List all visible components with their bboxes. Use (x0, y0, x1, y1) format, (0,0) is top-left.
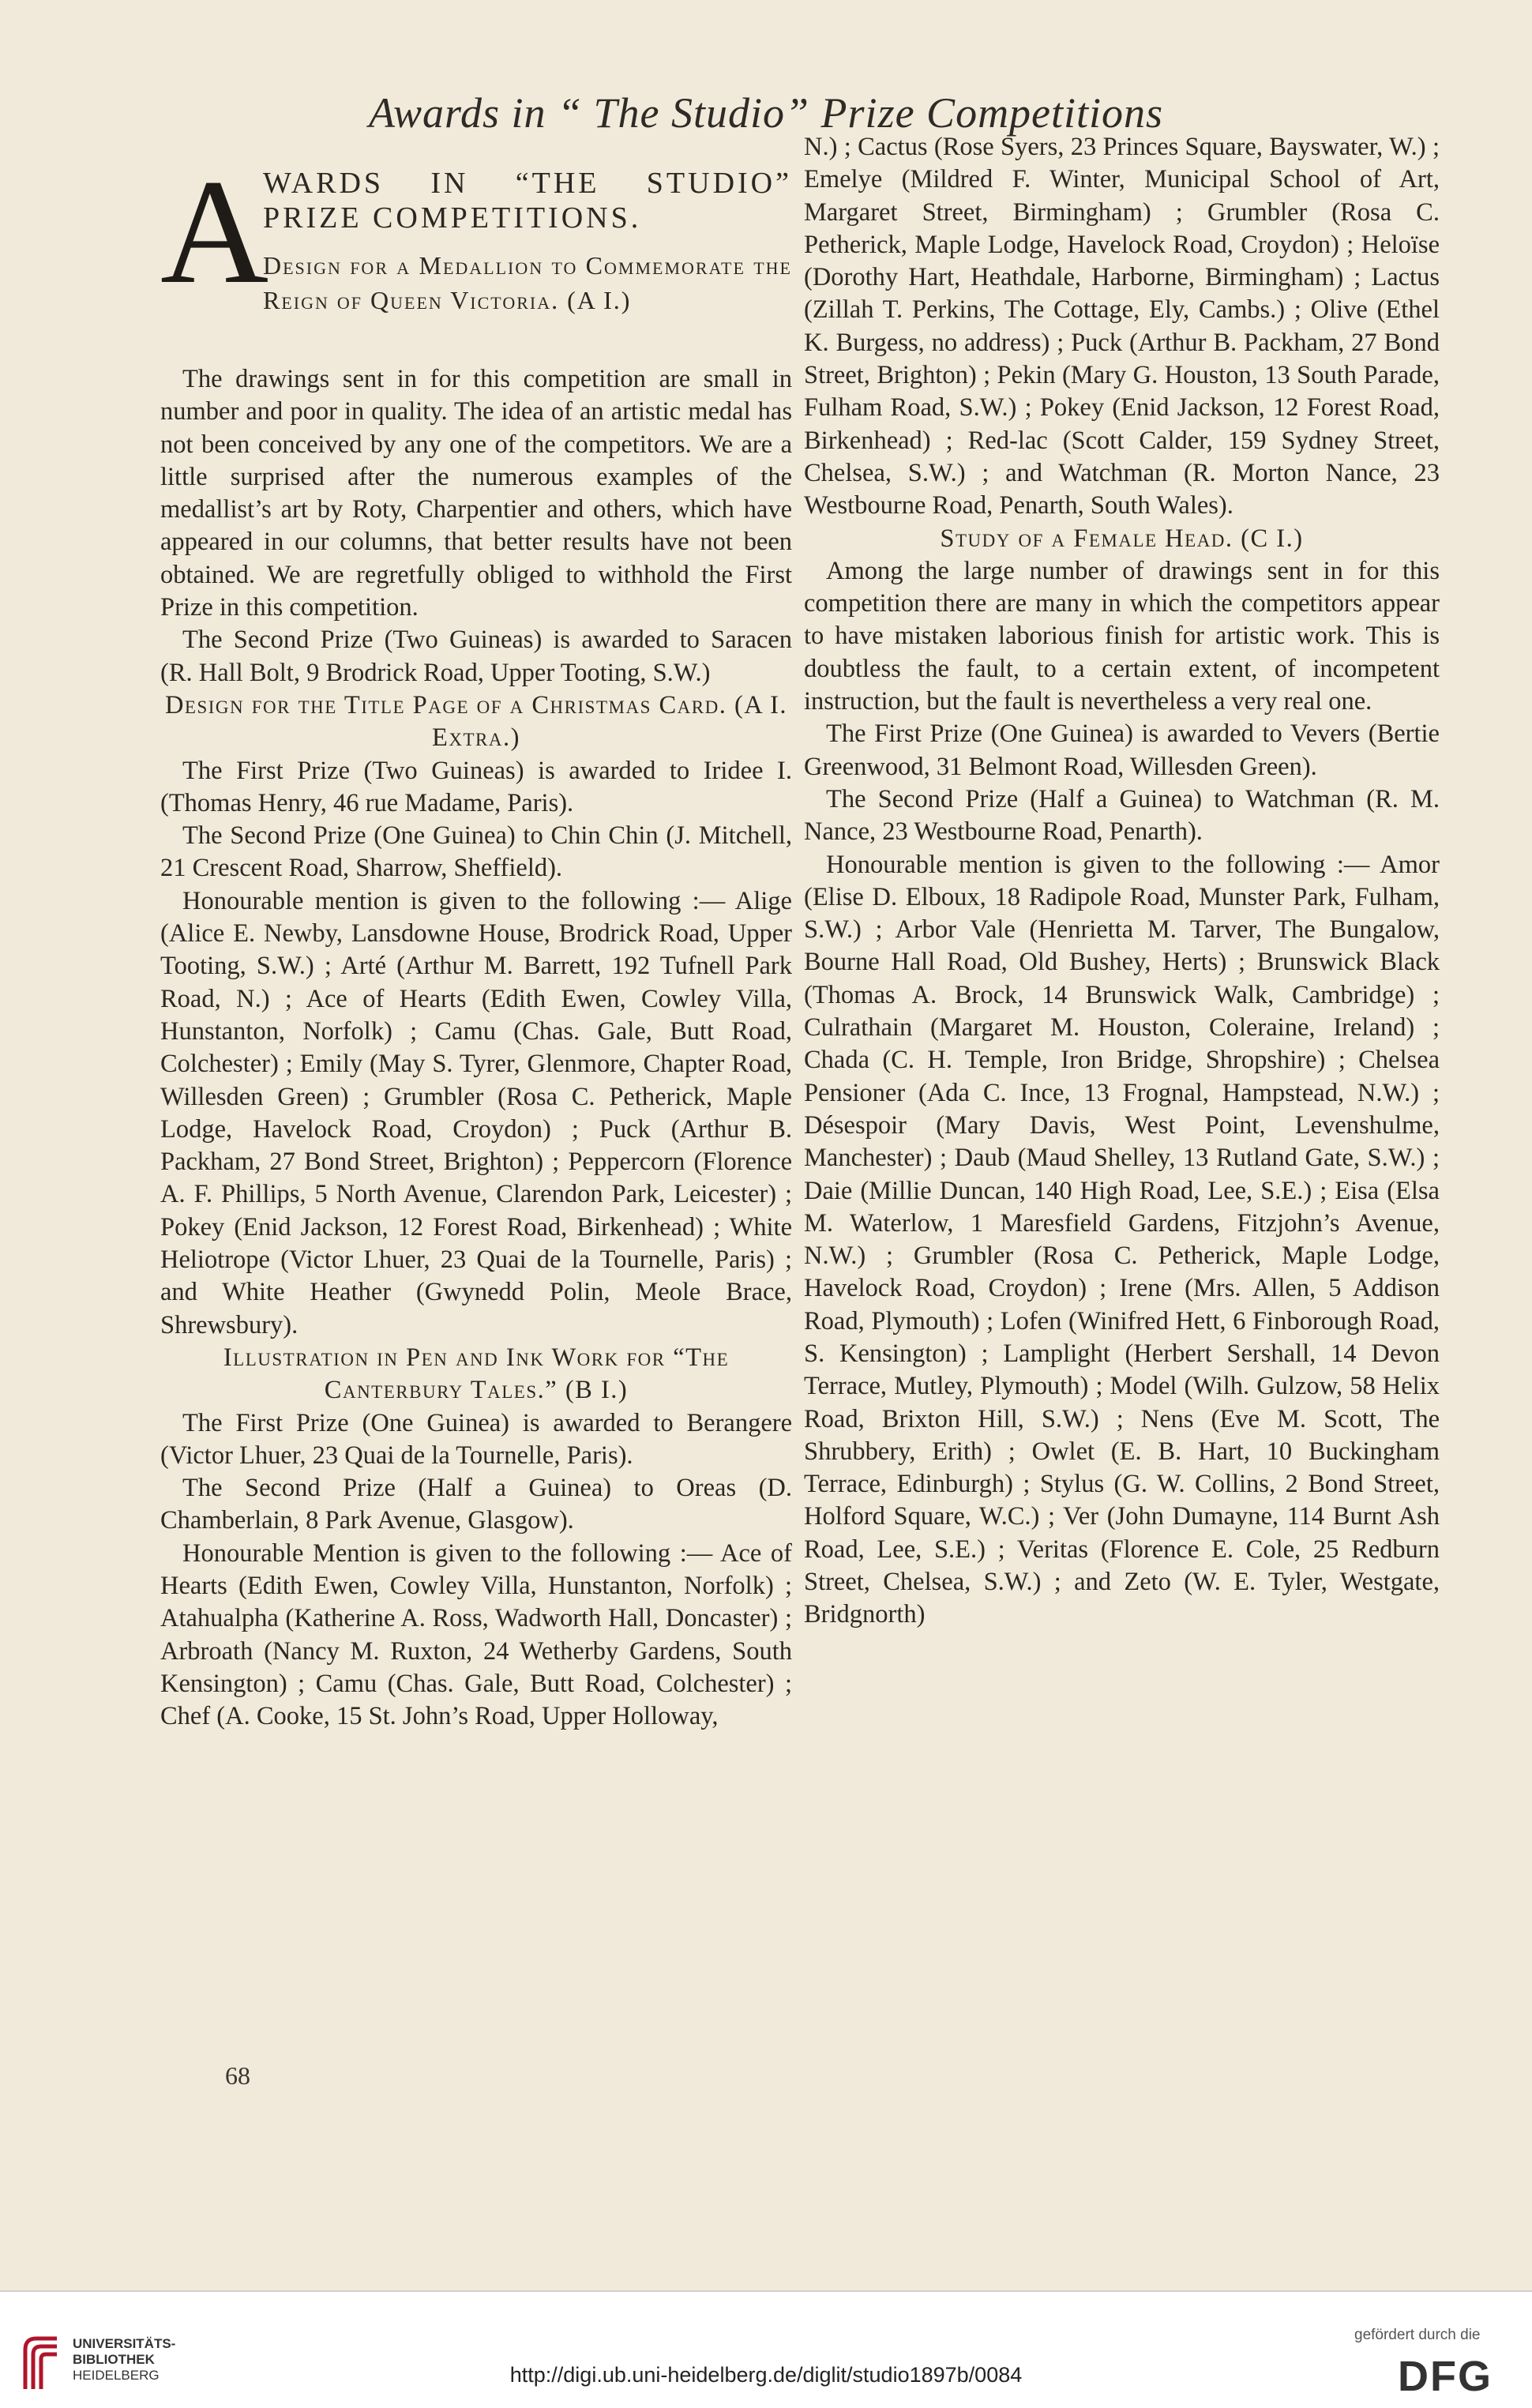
paragraph: The First Prize (One Guinea) is awarded to Berangere (Victor Lhuer, 23 Quai de la Tournelle, Paris). (160, 1408, 792, 1470)
right-column (804, 131, 1440, 1632)
section-heading-female-head: Study of a Female Head. (C I.) (940, 524, 1304, 553)
paragraph: The Second Prize (One Guinea) to Chin Chin (J. Mitchell, 21 Crescent Road, Sharrow, Sheffield). (160, 821, 792, 883)
paragraph: Honourable Mention is given to the following :— Ace of Hearts (Edith Ewen, Cowley Villa, Hunstanton, Norfolk) ; Atahualpha (Katherine A. Ross, Wadworth Hall, Doncaster) ; Arbroath (Nancy M. Ruxton, 24 Wetherby Gardens, South Kensington) ; Camu (Chas. Gale, Butt Road, Colchester) ; Chef (A. Cooke, 15 St. John’s Road, Upper Holloway, (160, 1538, 792, 1731)
footer-divider (0, 2290, 1532, 2292)
drop-cap: A (160, 149, 269, 315)
paragraph: The First Prize (Two Guineas) is awarded to Iridee I. (Thomas Henry, 46 rue Madame, Paris). (160, 756, 792, 817)
library-name: UNIVERSITÄTS- BIBLIOTHEK HEIDELBERG (73, 2336, 176, 2383)
section-heading-canterbury: Illustration in Pen and Ink Work for “The Canterbury Tales.” (B I.) (223, 1343, 730, 1405)
university-library-logo-icon (19, 2334, 63, 2391)
paragraph: Honourable mention is given to the following :— Amor (Elise D. Elboux, 18 Radipole Road, Munster Park, Fulham, S.W.) ; Arbor Vale (Henrietta M. Tarver, The Bungalow, Bourne Hall Road, Old Bushey, Herts) ; Brunswick Black (Thomas A. Brock, 14 Brunswick Walk, Cambridge) ; Culrathain (Margaret M. Houston, Coleraine, Ireland) ; Chada (C. H. Temple, Iron Bridge, Shropshire) ; Chelsea Pensioner (Ada C. Ince, 13 Frognal, Hampstead, N.W.) ; Désespoir (Mary Davis, West Point, Levenshulme, Manchester) ; Daub (Maud Shelley, 13 Rutland Gate, S.W.) ; Daie (Millie Duncan, 140 High Road, Lee, S.E.) ; Eisa (Elsa M. Waterlow, 1 Maresfield Gardens, Fitzjohn’s Avenue, N.W.) ; Grumbler (Rosa C. Petherick, Maple Lodge, Havelock Road, Croydon) ; Irene (Mrs. Allen, 5 Addison Road, Plymouth) ; Lofen (Winifred Hett, 6 Finborough Road, S. Kensington) ; Lamplight (Herbert Sershall, 14 Devon Terrace, Mutley, Plymouth) ; Model (Wilh. Gulzow, 58 Helix Road, Brixton Hill, S.W.) ; Nens (Eve M. Scott, The Shrubbery, Erith) ; Owlet (E. B. Hart, 10 Buckingham Terrace, Edinburgh) ; Stylus (G. W. Collins, 2 Bond Street, Holford Square, W.C.) ; Ver (John Dumayne, 114 Burnt Ash Road, Lee, S.E.) ; Veritas (Florence E. Cole, 25 Redburn Street, Chelsea, S.W.) ; and Zeto (W. E. Tyler, Westgate, Bridgnorth) (804, 850, 1440, 1629)
funding-caption: gefördert durch die (1354, 2327, 1481, 2343)
paragraph: The First Prize (One Guinea) is awarded to Vevers (Bertie Greenwood, 31 Belmont Road, Willesden Green). (804, 719, 1440, 781)
left-column (160, 149, 792, 1733)
footer-bar (0, 2290, 1532, 2408)
paragraph: The drawings sent in for this competition are small in number and poor in quality. The idea of an artistic medal has not been conceived by any one of the competitors. We are a little surprised after the numerous examples of the medallist’s art by Roty, Charpentier and others, which have appeared in our columns, that better results have not been obtained. We are regretfully obliged to withhold the First Prize in this competition. (160, 365, 792, 622)
paragraph: The Second Prize (Two Guineas) is awarded to Saracen (R. Hall Bolt, 9 Brodrick Road, Upper Tooting, S.W.) (160, 625, 792, 687)
page-number: 68 (225, 2061, 250, 2090)
paragraph: The Second Prize (Half a Guinea) to Oreas (D. Chamberlain, 8 Park Avenue, Glasgow). (160, 1474, 792, 1535)
paragraph: Among the large number of drawings sent in for this competition there are many in which the competitors appear to have mistaken laborious finish for artistic work. This is doubtless the fault, to a certain extent, of incompetent instruction, but the fault is nevertheless a very real one. (804, 556, 1440, 716)
running-title: Awards in “ The Studio” Prize Competitions (368, 89, 1164, 137)
dfg-logo: DFG (1398, 2353, 1493, 2400)
article-title: WARDS IN “THE STUDIO” PRIZE COMPETITIONS. (263, 167, 792, 235)
section-heading-christmas-card: Design for the Title Page of a Christmas Card. (A I. Extra.) (164, 690, 788, 753)
paragraph: N.) ; Cactus (Rose Syers, 23 Princes Square, Bayswater, W.) ; Emelye (Mildred F. Winter, Municipal School of Art, Margaret Street, Birmingham) ; Grumbler (Rosa C. Petherick, Maple Lodge, Havelock Road, Croydon) ; Heloïse (Dorothy Hart, Heathdale, Harborne, Birmingham) ; Lactus (Zillah T. Perkins, The Cottage, Ely, Cambs.) ; Olive (Ethel K. Burgess, no address) ; Puck (Arthur B. Packham, 27 Bond Street, Brighton) ; Pekin (Mary G. Houston, 13 South Parade, Fulham Road, S.W.) ; Pokey (Enid Jackson, 12 Forest Road, Birkenhead) ; Red-lac (Scott Calder, 159 Sydney Street, Chelsea, S.W.) ; and Watchman (R. Morton Nance, 23 Westbourne Road, Penarth, South Wales). (804, 133, 1440, 520)
permalink-url[interactable]: http://digi.ub.uni-heidelberg.de/diglit/studio1897b/0084 (509, 2363, 1023, 2387)
article-heading (160, 149, 792, 363)
paragraph: The Second Prize (Half a Guinea) to Watchman (R. M. Nance, 23 Westbourne Road, Penarth). (804, 784, 1440, 847)
paragraph: Honourable mention is given to the following :— Alige (Alice E. Newby, Lansdowne House, Brodrick Road, Upper Tooting, S.W.) ; Arté (Arthur M. Barrett, 192 Tufnell Park Road, N.) ; Ace of Hearts (Edith Ewen, Cowley Villa, Hunstanton, Norfolk) ; Camu (Chas. Gale, Butt Road, Colchester) ; Emily (May S. Tyrer, Glenmore, Chapter Road, Willesden Green) ; Grumbler (Rosa C. Petherick, Maple Lodge, Havelock Road, Croydon) ; Puck (Arthur B. Packham, 27 Bond Street, Brighton) ; Peppercorn (Florence A. F. Phillips, 5 North Avenue, Clarendon Park, Leicester) ; Pokey (Enid Jackson, 12 Forest Road, Birkenhead) ; White Heliotrope (Victor Lhuer, 23 Quai de la Tournelle, Paris) ; and White Heather (Gwynedd Polin, Meole Brace, Shrewsbury). (160, 886, 792, 1339)
section-heading-medallion: Design for a Medallion to Commemorate the Reign of Queen Victoria. (A I.) (263, 251, 792, 314)
